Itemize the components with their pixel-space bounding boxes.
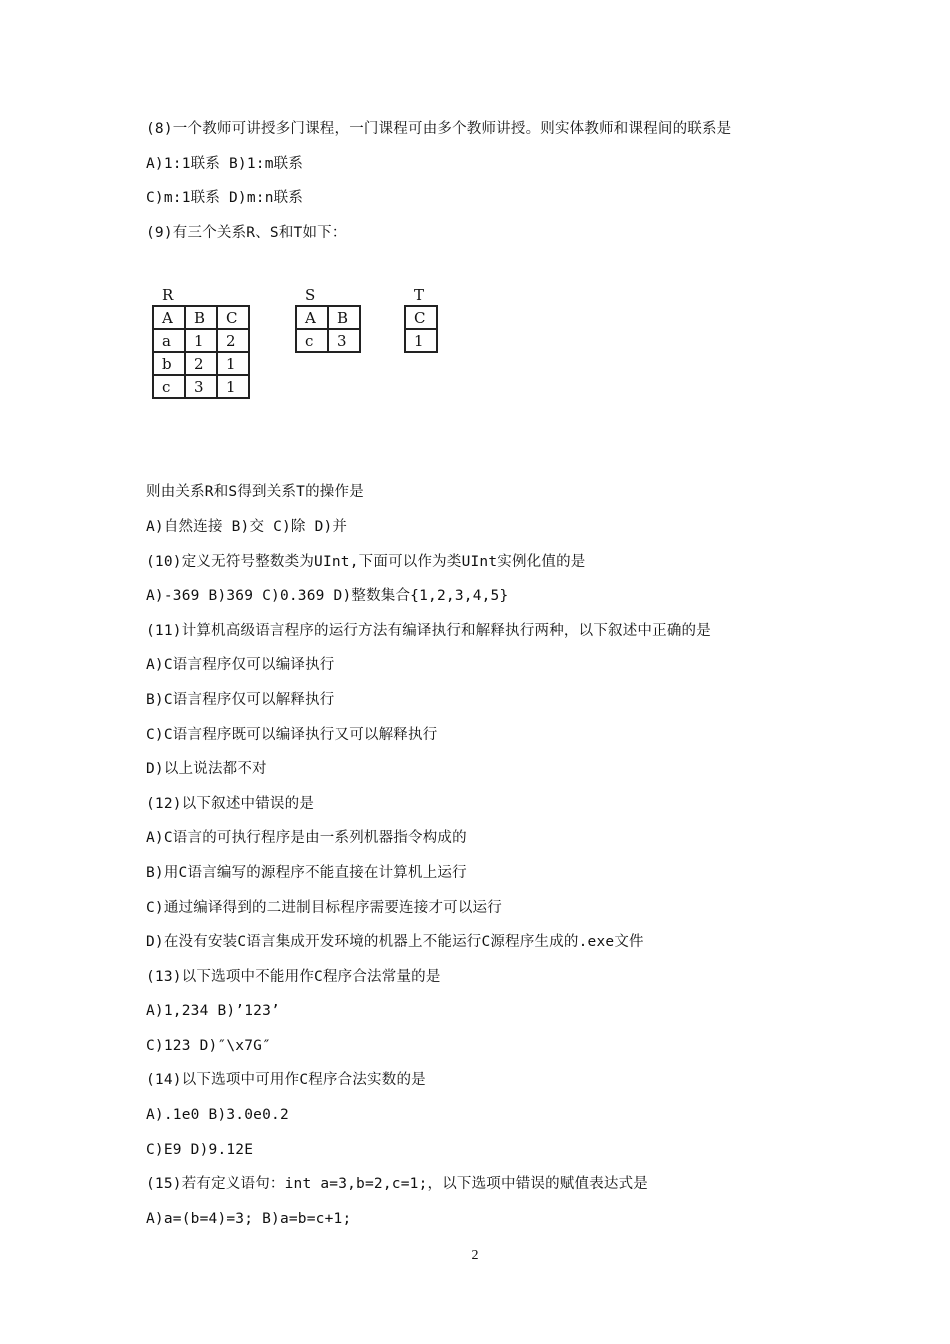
question-13-options-cd: C)123 D)″\x7G″ xyxy=(146,1037,272,1054)
table-cell: B xyxy=(185,306,217,329)
question-12-option-a: A)C语言的可执行程序是由一系列机器指令构成的 xyxy=(146,830,467,847)
table-cell: C xyxy=(217,306,249,329)
question-11-option-c: C)C语言程序既可以编译执行又可以解释执行 xyxy=(146,726,438,743)
question-11-option-a: A)C语言程序仅可以编译执行 xyxy=(146,657,335,674)
table-cell: 1 xyxy=(185,329,217,352)
question-14-options-ab: A).1e0 B)3.0e0.2 xyxy=(146,1107,289,1124)
table-cell: C xyxy=(405,306,437,329)
relation-t xyxy=(404,285,438,353)
question-14-options-cd: C)E9 D)9.12E xyxy=(146,1141,254,1158)
question-13-options-ab: A)1,234 B)’123’ xyxy=(146,1003,280,1020)
question-9-prompt: 则由关系R和S得到关系T的操作是 xyxy=(146,484,364,501)
question-13-stem: (13)以下选项中不能用作C程序合法常量的是 xyxy=(146,968,441,985)
table-cell: c xyxy=(153,375,185,398)
question-15-options-ab: A)a=(b=4)=3; B)a=b=c+1; xyxy=(146,1210,352,1227)
table-row xyxy=(405,306,437,329)
table-row xyxy=(153,306,249,329)
table-row xyxy=(153,352,249,375)
table-cell: 1 xyxy=(217,375,249,398)
question-12-option-d: D)在没有安装C语言集成开发环境的机器上不能运行C源程序生成的.exe文件 xyxy=(146,934,644,951)
table-cell: 3 xyxy=(185,375,217,398)
table-cell: A xyxy=(153,306,185,329)
table-row xyxy=(153,375,249,398)
relations-figure xyxy=(146,285,466,425)
table-cell: 2 xyxy=(185,352,217,375)
question-9-stem: (9)有三个关系R、S和T如下： xyxy=(146,224,347,241)
relation-t-table xyxy=(404,305,438,353)
question-11-option-d: D)以上说法都不对 xyxy=(146,761,267,778)
table-row xyxy=(296,329,360,352)
question-14-stem: (14)以下选项中可用作C程序合法实数的是 xyxy=(146,1072,426,1089)
question-10-stem: (10)定义无符号整数类为UInt,下面可以作为类UInt实例化值的是 xyxy=(146,553,586,570)
relation-s-table xyxy=(295,305,361,353)
question-12-option-b: B)用C语言编写的源程序不能直接在计算机上运行 xyxy=(146,864,467,881)
question-12-option-c: C)通过编译得到的二进制目标程序需要连接才可以运行 xyxy=(146,899,502,916)
table-cell: 3 xyxy=(328,329,360,352)
table-cell: 1 xyxy=(405,329,437,352)
table-cell: b xyxy=(153,352,185,375)
relation-s xyxy=(295,285,361,353)
table-cell: B xyxy=(328,306,360,329)
question-12-stem: (12)以下叙述中错误的是 xyxy=(146,795,315,812)
table-row xyxy=(153,329,249,352)
relation-r xyxy=(152,285,250,399)
table-row xyxy=(296,306,360,329)
question-9-options: A)自然连接 B)交 C)除 D)并 xyxy=(146,518,348,535)
table-cell: A xyxy=(296,306,328,329)
relation-s-name: S xyxy=(305,286,316,304)
page-number: 2 xyxy=(471,1248,479,1263)
question-8-options-ab: A)1:1联系 B)1:m联系 xyxy=(146,155,304,172)
table-row xyxy=(405,329,437,352)
question-11-option-b: B)C语言程序仅可以解释执行 xyxy=(146,691,335,708)
table-cell: 1 xyxy=(217,352,249,375)
table-cell: c xyxy=(296,329,328,352)
relation-r-table xyxy=(152,305,250,399)
question-8-options-cd: C)m:1联系 D)m:n联系 xyxy=(146,190,304,207)
relation-t-name: T xyxy=(414,286,425,304)
table-cell: a xyxy=(153,329,185,352)
table-cell: 2 xyxy=(217,329,249,352)
question-15-stem: (15)若有定义语句：int a=3,b=2,c=1;，以下选项中错误的赋值表达式是 xyxy=(146,1176,648,1193)
question-10-options: A)-369 B)369 C)0.369 D)整数集合{1,2,3,4,5} xyxy=(146,588,509,605)
question-8-stem: (8)一个教师可讲授多门课程，一门课程可由多个教师讲授。则实体教师和课程间的联系是 xyxy=(146,121,732,137)
relation-r-name: R xyxy=(162,286,174,304)
question-11-stem: (11)计算机高级语言程序的运行方法有编译执行和解释执行两种，以下叙述中正确的是 xyxy=(146,622,711,639)
